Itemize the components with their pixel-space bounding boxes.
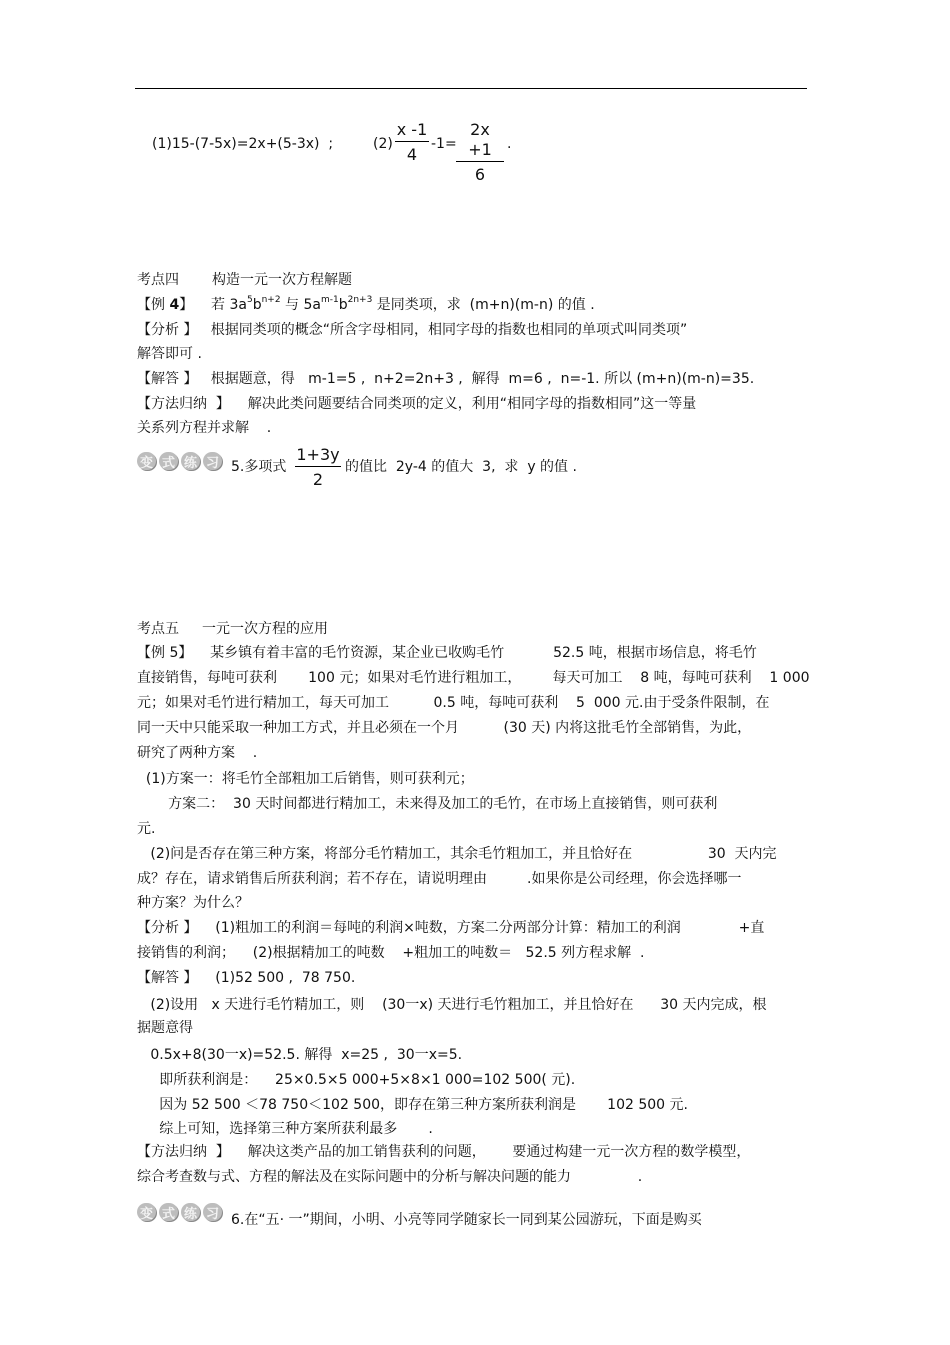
fraction-x-minus-1-over-4 [395,120,429,165]
fraction-numerator: 1+3y [296,445,340,464]
body-line: 成？存在，请求销售后所获利润；若不存在，请说明理由 .如果你是公司经理，你会选择哪一 [137,871,742,887]
exponent: m-1 [320,295,339,305]
fraction-bar [395,141,429,142]
body-line: 综合考查数与式、方程的解法及在实际问题中的分析与解决问题的能力 . [137,1169,643,1185]
example-label-close: 】 [179,297,194,313]
method-line: 关系列方程并求解 . [137,420,272,436]
fraction-bar [295,466,341,467]
body-line: 综上可知，选择第三种方案所获利最多 . [137,1121,433,1137]
fraction-numerator: x -1 [396,120,428,139]
example-number: 4 [169,297,180,313]
fraction-denominator: 2 [312,470,324,489]
body-line: (2)问是否存在第三种方案，将部分毛竹精加工，其余毛竹粗加工，并且恰好在 30 天内完 [137,846,777,862]
body-line: 种方案？为什么？ [137,895,249,911]
example-text: 是同类项，求 (m+n)(m-n) 的值 . [372,297,595,313]
header-rule [135,88,807,89]
equation-2-middle: -1= [431,136,457,152]
example-text: b [252,297,262,313]
fraction-bar [456,161,504,162]
body-line: 【例 5】 某乡镇有着丰富的毛竹资源，某企业已收购毛竹 52.5 吨，根据市场信息，将毛竹 [137,645,757,661]
section-5-label: 考点五 [137,621,179,637]
body-line: 【方法归纳 】 解决这类产品的加工销售获利的问题， 要通过构建一元一次方程的数学模型， [137,1144,751,1160]
analysis-line: 【分析 】 根据同类项的概念“所含字母相同，相同字母的指数也相同的单项式叫同类项” [137,322,688,338]
example-text: 若 3a [211,297,247,313]
badge-char: 变 [137,452,156,470]
body-line: (1)方案一：将毛竹全部粗加工后销售，则可获利元； [137,771,474,787]
practice-5-suffix: 的值比 2y-4 的值大 3, 求 y 的值 . [345,459,577,475]
equation-2-end: . [507,136,512,152]
method-line: 【方法归纳 】 解决此类问题要结合同类项的定义，利用“相同字母的指数相同”这一等量 [137,396,697,412]
badge-char: 习 [203,452,222,470]
exponent: n+2 [261,295,281,305]
body-line: 方案二： 30 天时间都进行精加工，未来得及加工的毛竹，在市场上直接销售，则可获利 [137,796,718,812]
fraction-2x-plus-1-over-6 [456,120,504,185]
body-line: 0.5x+8(30一x)=52.5. 解得 x=25 , 30一x=5. [137,1047,463,1063]
body-line: 【解答 】 (1)52 500 , 78 750. [137,970,356,986]
fraction-numerator: 2x +1 [468,120,492,159]
practice-6-text: 6.在“五· 一”期间，小明、小亮等同学随家长一同到某公园游玩，下面是购买 [231,1212,702,1228]
section-4-label: 考点四 [137,272,179,288]
body-line: 直接销售，每吨可获利 100 元；如果对毛竹进行粗加工， 每天可加工 8 吨，每吨可获利 1 000 [137,670,810,686]
badge-char: 练 [181,1203,200,1221]
body-line: 同一天中只能采取一种加工方式，并且必须在一个月 (30 天) 内将这批毛竹全部销售，为此， [137,720,752,736]
example-text: 与 5a [280,297,321,313]
example-text: b [338,297,348,313]
body-line: 元. [137,821,156,837]
exponent: 5 [246,295,253,305]
exponent: 2n+3 [347,295,373,305]
fraction-denominator: 6 [474,165,486,184]
fraction-denominator: 4 [406,145,418,164]
equation-1: (1)15-(7-5x)=2x+(5-3x) ; [152,136,334,152]
body-line: 【分析 】 (1)粗加工的利润＝每吨的利润×吨数，方案二分两部分计算：精加工的利润 +直 [137,920,765,936]
body-line: 即所获利润是： 25×0.5×5 000+5×8×1 000=102 500( 元). [137,1072,576,1088]
badge-char: 练 [181,452,200,470]
badge-char: 式 [159,452,178,470]
body-line: (2)设用 x 天进行毛竹精加工，则 (30一x) 天进行毛竹粗加工，并且恰好在 30 天内完成，根 [137,997,767,1013]
fraction-1-plus-3y-over-2 [295,445,341,490]
body-line: 据题意得 [137,1020,193,1036]
equation-2-label: (2) [373,136,393,152]
answer-line: 【解答 】 根据题意，得 m-1=5 , n+2=2n+3 , 解得 m=6 , n=-1. 所以 (m+n)(m-n)=35. [137,371,755,387]
section-4-title: 构造一元一次方程解题 [212,272,352,288]
section-5-title: 一元一次方程的应用 [202,621,328,637]
badge-char: 习 [203,1203,222,1221]
body-line: 元；如果对毛竹进行精加工，每天可加工 0.5 吨，每吨可获利 5 000 元.由于受条件限制，在 [137,695,770,711]
practice-badge [137,452,222,470]
example-4 [137,296,595,314]
body-line: 研究了两种方案 . [137,745,258,761]
body-line: 接销售的利润； (2)根据精加工的吨数 +粗加工的吨数＝ 52.5 列方程求解 . [137,945,645,961]
body-line: 因为 52 500 ＜78 750＜102 500，即存在第三种方案所获利润是 102 500 元. [137,1097,688,1113]
practice-badge [137,1203,222,1221]
badge-char: 变 [137,1203,156,1221]
example-label-open: 【例 [137,297,170,313]
badge-char: 式 [159,1203,178,1221]
practice-5-prefix: 5.多项式 [231,459,287,475]
analysis-line: 解答即可 . [137,346,202,362]
